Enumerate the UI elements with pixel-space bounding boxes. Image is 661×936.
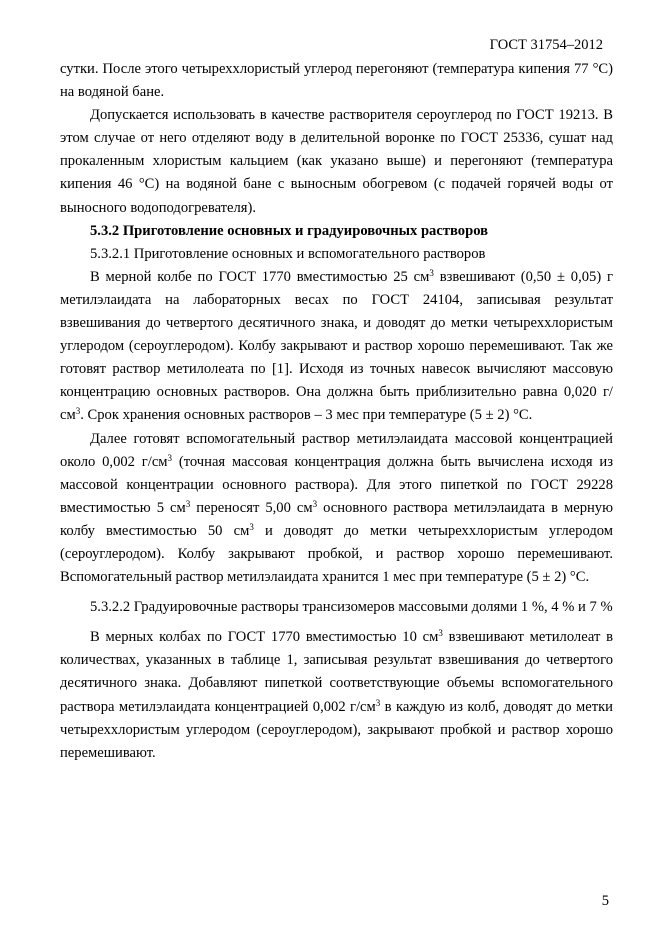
superscript: 3: [249, 521, 254, 532]
superscript: 3: [185, 498, 191, 509]
document-header-id: ГОСТ 31754–2012: [489, 37, 603, 53]
text-fragment: В мерных колбах по ГОСТ 1770 вместимостью 10 см: [90, 629, 439, 646]
subsection-heading-5-3-2-2: 5.3.2.2 Градуировочные растворы трансизомеров массовыми долями 1 %, 4 % и 7 %: [90, 599, 613, 616]
paragraph-stock-solutions: [60, 266, 613, 428]
section-heading-5-3-2: 5.3.2 Приготовление основных и градуировочных растворов: [90, 222, 489, 239]
text-fragment: взвешивают метилолеат в количествах, указанных в таблице 1, записывая результат взвешивания до четвертого десятичного знака. Добавляют пипеткой соответствующие объемы вспомогательного раствора метилэлаидата концентрацией 0,002 г/см: [60, 629, 613, 715]
superscript: 3: [429, 267, 434, 278]
superscript: 3: [312, 498, 318, 509]
subsection-heading-5-3-2-1: 5.3.2.1 Приготовление основных и вспомогательного растворов: [90, 245, 486, 262]
text-fragment: Далее готовят вспомогательный раствор метилэлаидата массовой концентрацией около 0,002 г/см: [60, 430, 613, 470]
document-body: [60, 58, 613, 765]
text-fragment: . Срок хранения основных растворов – 3 мес при температуре (5 ± 2) °С.: [80, 407, 533, 424]
text-fragment: В мерной колбе по ГОСТ 1770 вместимостью 25 см: [90, 268, 430, 285]
paragraph-solvent-alternative: Допускается использовать в качестве растворителя сероуглерод по ГОСТ 19213. В этом случае от него отделяют воду в делительной воронке по ГОСТ 25336, сушат над прокаленным хлористым кальцием (как указано выше) и перегоняют (температура кипения 46 °С) на водяной бане с выносным обогревом (с подачей горячей воды от выносного водоподогревателя).: [60, 107, 613, 216]
text-fragment: основного раствора метилэлаидата в мерную колбу вместимостью 50 см: [60, 499, 613, 539]
text-fragment: взвешивают (0,50 ± 0,05) г метилэлаидата на лабораторных весах по ГОСТ 24104, записывая результат взвешивания до четвертого десятичного знака, и доводят до метки четыреххлористым углеродом (сероуглеродом). Колбу закрывают и раствор хорошо перемешивают. Так же готовят раствор метилолеата по [1]. Исходя из точных навесок вычисляют массовую концентрацию основных растворов. Она должна быть приблизительно равна 0,020 г/см: [60, 268, 613, 424]
text-fragment: в каждую из колб, доводят до метки четыреххлористым углеродом (сероуглеродом), закрывают пробкой и раствор хорошо перемешивают.: [60, 698, 613, 761]
paragraph-continuation: сутки. После этого четыреххлористый углерод перегоняют (температура кипения 77 °С) на водяной бане.: [60, 61, 613, 101]
superscript: 3: [438, 628, 443, 639]
paragraph-calibration-solutions: [60, 626, 613, 765]
text-fragment: (точная массовая концентрация должна быть вычислена исходя из массовой концентрации основного раствора). Для этого пипеткой по ГОСТ 29228 вместимостью 5 см: [60, 453, 613, 516]
page-number: 5: [601, 893, 609, 909]
superscript: 3: [375, 697, 381, 708]
superscript: 3: [167, 452, 173, 463]
text-fragment: переносят 5,00 см: [190, 499, 313, 516]
paragraph-auxiliary-solution: [60, 428, 613, 590]
text-fragment: и доводят до метки четыреххлористым углеродом (сероуглеродом). Колбу закрывают пробкой, и раствор хорошо перемешивают. Вспомогательный раствор метилэлаидата хранится 1 мес при температуре (5 ± 2) °С.: [60, 522, 613, 586]
superscript: 3: [75, 406, 81, 417]
